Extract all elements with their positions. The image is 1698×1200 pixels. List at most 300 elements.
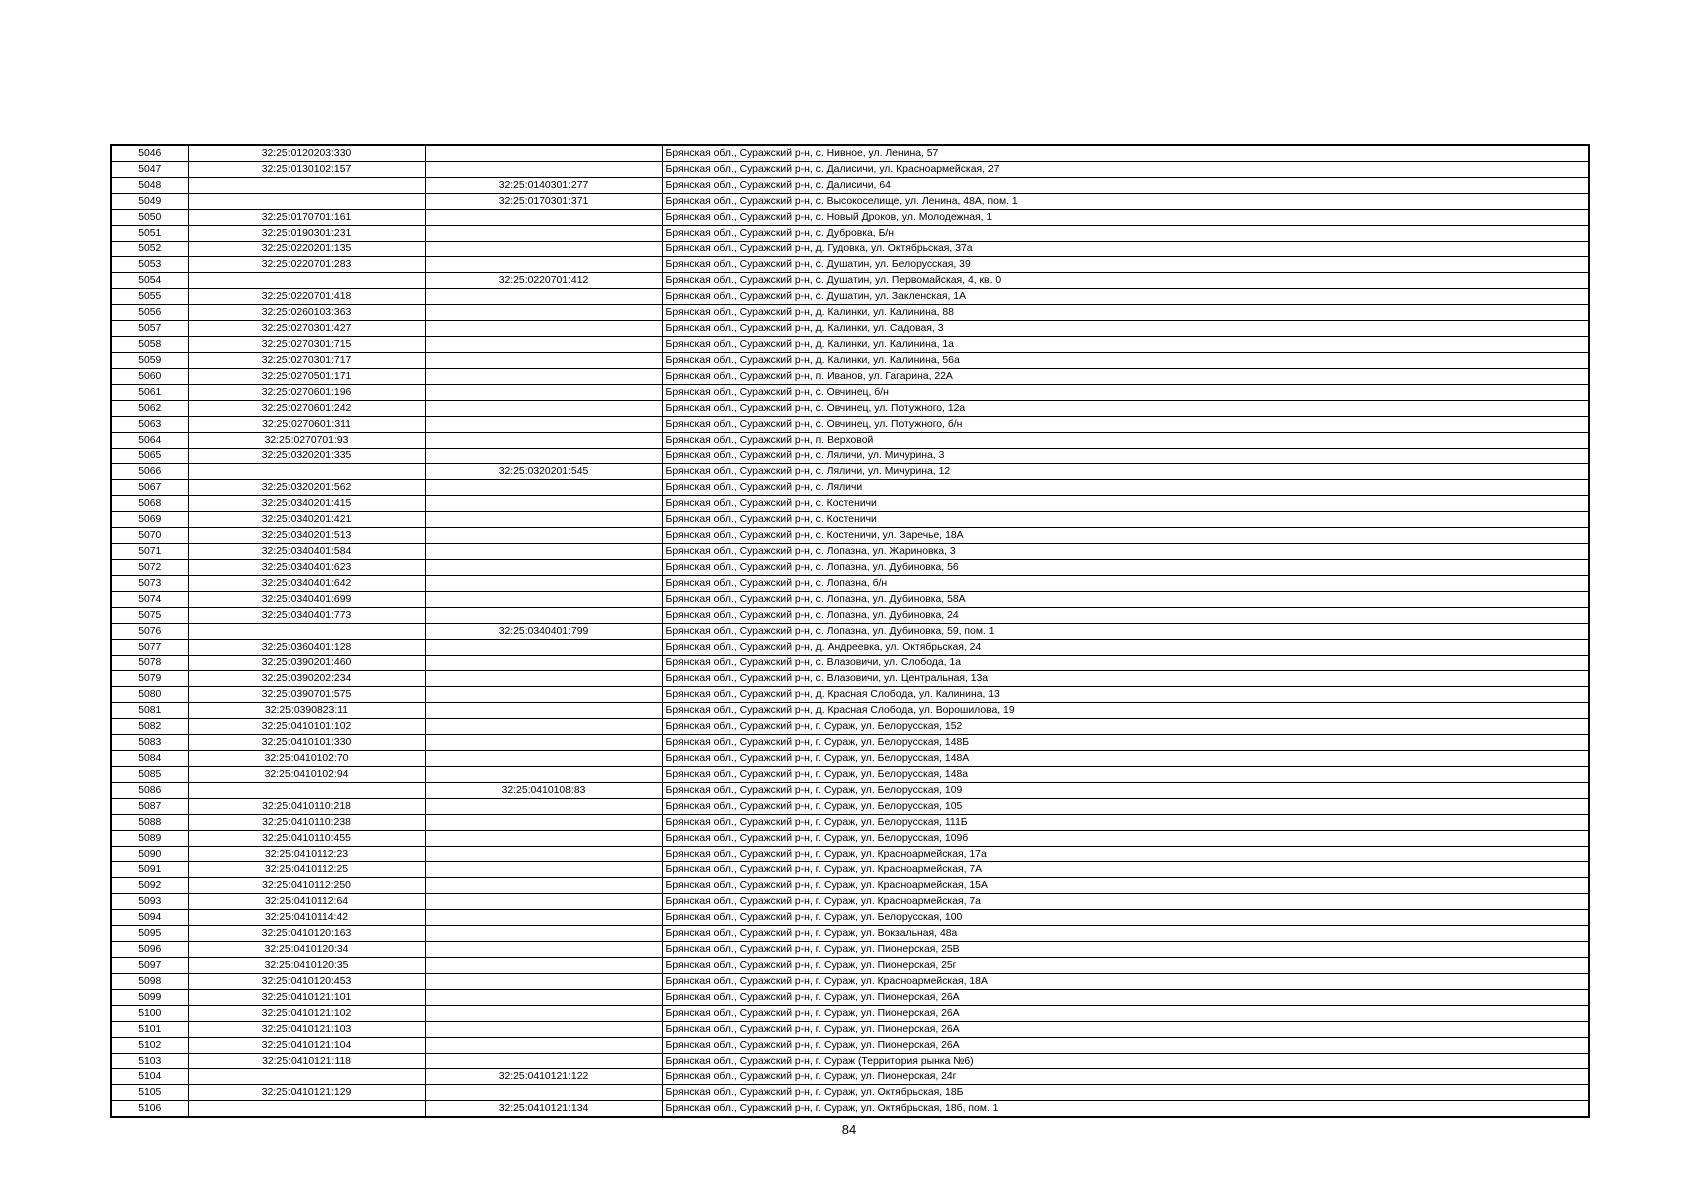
- building-cadastral-number-cell: [425, 225, 662, 241]
- row-number-cell: 5059: [111, 352, 188, 368]
- building-cadastral-number-cell: [425, 448, 662, 464]
- address-cell: Брянская обл., Суражский р-н, г. Сураж, ул. Красноармейская, 15А: [662, 878, 1589, 894]
- land-cadastral-number-cell: 32:25:0270501:171: [188, 368, 425, 384]
- row-number-cell: 5104: [111, 1069, 188, 1085]
- land-cadastral-number-cell: 32:25:0390823:11: [188, 703, 425, 719]
- building-cadastral-number-cell: [425, 735, 662, 751]
- building-cadastral-number-cell: [425, 544, 662, 560]
- table-row: [111, 687, 1589, 703]
- row-number-cell: 5085: [111, 766, 188, 782]
- table-row: [111, 559, 1589, 575]
- land-cadastral-number-cell: [188, 193, 425, 209]
- table-row: [111, 671, 1589, 687]
- table-row: [111, 973, 1589, 989]
- row-number-cell: 5100: [111, 1005, 188, 1021]
- address-cell: Брянская обл., Суражский р-н, д. Красная Слобода, ул. Калинина, 13: [662, 687, 1589, 703]
- table-row: [111, 1069, 1589, 1085]
- address-cell: Брянская обл., Суражский р-н, г. Сураж, ул. Белорусская, 148а: [662, 766, 1589, 782]
- land-cadastral-number-cell: [188, 623, 425, 639]
- building-cadastral-number-cell: [425, 209, 662, 225]
- address-cell: Брянская обл., Суражский р-н, д. Калинки, ул. Калинина, 88: [662, 305, 1589, 321]
- row-number-cell: 5048: [111, 177, 188, 193]
- table-row: [111, 623, 1589, 639]
- land-cadastral-number-cell: 32:25:0220701:418: [188, 289, 425, 305]
- address-cell: Брянская обл., Суражский р-н, д. Красная Слобода, ул. Ворошилова, 19: [662, 703, 1589, 719]
- table-row: [111, 305, 1589, 321]
- building-cadastral-number-cell: [425, 687, 662, 703]
- row-number-cell: 5066: [111, 464, 188, 480]
- building-cadastral-number-cell: [425, 1021, 662, 1037]
- table-row: [111, 384, 1589, 400]
- building-cadastral-number-cell: 32:25:0410121:122: [425, 1069, 662, 1085]
- row-number-cell: 5093: [111, 894, 188, 910]
- building-cadastral-number-cell: [425, 480, 662, 496]
- row-number-cell: 5095: [111, 926, 188, 942]
- building-cadastral-number-cell: [425, 575, 662, 591]
- building-cadastral-number-cell: [425, 241, 662, 257]
- land-cadastral-number-cell: 32:25:0270601:196: [188, 384, 425, 400]
- address-cell: Брянская обл., Суражский р-н, г. Сураж, ул. Пионерская, 24г: [662, 1069, 1589, 1085]
- building-cadastral-number-cell: [425, 894, 662, 910]
- table-row: [111, 464, 1589, 480]
- address-cell: Брянская обл., Суражский р-н, с. Ляличи, ул. Мичурина, 3: [662, 448, 1589, 464]
- building-cadastral-number-cell: [425, 751, 662, 767]
- address-cell: Брянская обл., Суражский р-н, г. Сураж, ул. Красноармейская, 7а: [662, 894, 1589, 910]
- table-row: [111, 814, 1589, 830]
- land-cadastral-number-cell: 32:25:0340201:415: [188, 496, 425, 512]
- address-cell: Брянская обл., Суражский р-н, с. Нивное, ул. Ленина, 57: [662, 145, 1589, 161]
- table-row: [111, 1037, 1589, 1053]
- building-cadastral-number-cell: [425, 1053, 662, 1069]
- address-cell: Брянская обл., Суражский р-н, с. Дубровка, Б/н: [662, 225, 1589, 241]
- row-number-cell: 5084: [111, 751, 188, 767]
- building-cadastral-number-cell: [425, 305, 662, 321]
- address-cell: Брянская обл., Суражский р-н, д. Калинки, ул. Калинина, 56а: [662, 352, 1589, 368]
- land-cadastral-number-cell: 32:25:0410112:64: [188, 894, 425, 910]
- table-row: [111, 958, 1589, 974]
- row-number-cell: 5091: [111, 862, 188, 878]
- table-row: [111, 798, 1589, 814]
- row-number-cell: 5088: [111, 814, 188, 830]
- building-cadastral-number-cell: [425, 559, 662, 575]
- building-cadastral-number-cell: [425, 337, 662, 353]
- register-table-body: [111, 145, 1589, 1117]
- row-number-cell: 5067: [111, 480, 188, 496]
- row-number-cell: 5086: [111, 782, 188, 798]
- building-cadastral-number-cell: [425, 607, 662, 623]
- address-cell: Брянская обл., Суражский р-н, с. Душатин, ул. Белорусская, 39: [662, 257, 1589, 273]
- building-cadastral-number-cell: [425, 591, 662, 607]
- land-cadastral-number-cell: 32:25:0410114:42: [188, 910, 425, 926]
- land-cadastral-number-cell: 32:25:0410101:330: [188, 735, 425, 751]
- table-row: [111, 145, 1589, 161]
- table-row: [111, 862, 1589, 878]
- table-row: [111, 703, 1589, 719]
- row-number-cell: 5076: [111, 623, 188, 639]
- building-cadastral-number-cell: [425, 528, 662, 544]
- row-number-cell: 5089: [111, 830, 188, 846]
- building-cadastral-number-cell: [425, 512, 662, 528]
- row-number-cell: 5092: [111, 878, 188, 894]
- building-cadastral-number-cell: 32:25:0320201:545: [425, 464, 662, 480]
- address-cell: Брянская обл., Суражский р-н, с. Лопазна, ул. Дубиновка, 56: [662, 559, 1589, 575]
- row-number-cell: 5052: [111, 241, 188, 257]
- table-row: [111, 161, 1589, 177]
- building-cadastral-number-cell: [425, 639, 662, 655]
- row-number-cell: 5054: [111, 273, 188, 289]
- building-cadastral-number-cell: [425, 432, 662, 448]
- table-row: [111, 496, 1589, 512]
- land-cadastral-number-cell: 32:25:0340201:513: [188, 528, 425, 544]
- row-number-cell: 5082: [111, 719, 188, 735]
- table-row: [111, 512, 1589, 528]
- address-cell: Брянская обл., Суражский р-н, с. Далисичи, 64: [662, 177, 1589, 193]
- address-cell: Брянская обл., Суражский р-н, г. Сураж, ул. Пионерская, 26А: [662, 1021, 1589, 1037]
- land-cadastral-number-cell: 32:25:0410101:102: [188, 719, 425, 735]
- row-number-cell: 5069: [111, 512, 188, 528]
- row-number-cell: 5060: [111, 368, 188, 384]
- land-cadastral-number-cell: 32:25:0120203:330: [188, 145, 425, 161]
- table-row: [111, 766, 1589, 782]
- building-cadastral-number-cell: [425, 814, 662, 830]
- building-cadastral-number-cell: [425, 830, 662, 846]
- address-cell: Брянская обл., Суражский р-н, с. Влазовичи, ул. Слобода, 1а: [662, 655, 1589, 671]
- address-cell: Брянская обл., Суражский р-н, с. Душатин, ул. Первомайская, 4, кв. 0: [662, 273, 1589, 289]
- address-cell: Брянская обл., Суражский р-н, с. Овчинец, б/н: [662, 384, 1589, 400]
- building-cadastral-number-cell: [425, 655, 662, 671]
- address-cell: Брянская обл., Суражский р-н, с. Душатин, ул. Закленская, 1А: [662, 289, 1589, 305]
- address-cell: Брянская обл., Суражский р-н, г. Сураж, ул. Белорусская, 148Б: [662, 735, 1589, 751]
- table-row: [111, 257, 1589, 273]
- building-cadastral-number-cell: 32:25:0140301:277: [425, 177, 662, 193]
- address-cell: Брянская обл., Суражский р-н, г. Сураж, ул. Белорусская, 109: [662, 782, 1589, 798]
- row-number-cell: 5094: [111, 910, 188, 926]
- address-cell: Брянская обл., Суражский р-н, п. Иванов, ул. Гагарина, 22А: [662, 368, 1589, 384]
- table-row: [111, 289, 1589, 305]
- row-number-cell: 5106: [111, 1101, 188, 1117]
- table-row: [111, 1005, 1589, 1021]
- table-row: [111, 575, 1589, 591]
- building-cadastral-number-cell: [425, 257, 662, 273]
- land-cadastral-number-cell: 32:25:0410121:129: [188, 1085, 425, 1101]
- row-number-cell: 5090: [111, 846, 188, 862]
- table-row: [111, 241, 1589, 257]
- address-cell: Брянская обл., Суражский р-н, с. Овчинец, ул. Потужного, б/н: [662, 416, 1589, 432]
- land-cadastral-number-cell: 32:25:0410120:453: [188, 973, 425, 989]
- row-number-cell: 5083: [111, 735, 188, 751]
- address-cell: Брянская обл., Суражский р-н, г. Сураж, ул. Белорусская, 148А: [662, 751, 1589, 767]
- building-cadastral-number-cell: [425, 703, 662, 719]
- land-cadastral-number-cell: 32:25:0410120:163: [188, 926, 425, 942]
- building-cadastral-number-cell: [425, 878, 662, 894]
- row-number-cell: 5051: [111, 225, 188, 241]
- row-number-cell: 5049: [111, 193, 188, 209]
- land-cadastral-number-cell: 32:25:0410110:218: [188, 798, 425, 814]
- land-cadastral-number-cell: 32:25:0340401:773: [188, 607, 425, 623]
- building-cadastral-number-cell: 32:25:0340401:799: [425, 623, 662, 639]
- address-cell: Брянская обл., Суражский р-н, г. Сураж, ул. Пионерская, 26А: [662, 1005, 1589, 1021]
- row-number-cell: 5080: [111, 687, 188, 703]
- row-number-cell: 5098: [111, 973, 188, 989]
- building-cadastral-number-cell: [425, 416, 662, 432]
- land-cadastral-number-cell: 32:25:0270301:427: [188, 321, 425, 337]
- building-cadastral-number-cell: [425, 1085, 662, 1101]
- land-cadastral-number-cell: 32:25:0270301:715: [188, 337, 425, 353]
- land-cadastral-number-cell: 32:25:0410110:455: [188, 830, 425, 846]
- table-row: [111, 225, 1589, 241]
- land-cadastral-number-cell: 32:25:0410112:25: [188, 862, 425, 878]
- row-number-cell: 5056: [111, 305, 188, 321]
- building-cadastral-number-cell: [425, 910, 662, 926]
- land-cadastral-number-cell: 32:25:0270601:311: [188, 416, 425, 432]
- address-cell: Брянская обл., Суражский р-н, г. Сураж, ул. Октябрьская, 18б, пом. 1: [662, 1101, 1589, 1117]
- row-number-cell: 5103: [111, 1053, 188, 1069]
- table-row: [111, 1053, 1589, 1069]
- table-row: [111, 719, 1589, 735]
- page-number: 84: [841, 1122, 857, 1137]
- building-cadastral-number-cell: [425, 368, 662, 384]
- land-cadastral-number-cell: [188, 273, 425, 289]
- land-cadastral-number-cell: 32:25:0390201:460: [188, 655, 425, 671]
- address-cell: Брянская обл., Суражский р-н, с. Костеничи, ул. Заречье, 18А: [662, 528, 1589, 544]
- building-cadastral-number-cell: [425, 384, 662, 400]
- land-cadastral-number-cell: [188, 177, 425, 193]
- address-cell: Брянская обл., Суражский р-н, д. Калинки, ул. Калинина, 1а: [662, 337, 1589, 353]
- land-cadastral-number-cell: 32:25:0390701:575: [188, 687, 425, 703]
- address-cell: Брянская обл., Суражский р-н, с. Влазовичи, ул. Центральная, 13а: [662, 671, 1589, 687]
- table-row: [111, 942, 1589, 958]
- table-row: [111, 528, 1589, 544]
- table-row: [111, 368, 1589, 384]
- address-cell: Брянская обл., Суражский р-н, г. Сураж, ул. Пионерская, 26А: [662, 1037, 1589, 1053]
- land-cadastral-number-cell: 32:25:0410120:34: [188, 942, 425, 958]
- building-cadastral-number-cell: [425, 989, 662, 1005]
- row-number-cell: 5064: [111, 432, 188, 448]
- row-number-cell: 5101: [111, 1021, 188, 1037]
- land-cadastral-number-cell: 32:25:0220201:135: [188, 241, 425, 257]
- building-cadastral-number-cell: [425, 289, 662, 305]
- table-row: [111, 544, 1589, 560]
- table-row: [111, 416, 1589, 432]
- address-cell: Брянская обл., Суражский р-н, д. Андреевка, ул. Октябрьская, 24: [662, 639, 1589, 655]
- land-cadastral-number-cell: 32:25:0410102:70: [188, 751, 425, 767]
- land-cadastral-number-cell: 32:25:0320201:335: [188, 448, 425, 464]
- table-row: [111, 894, 1589, 910]
- building-cadastral-number-cell: 32:25:0410121:134: [425, 1101, 662, 1117]
- address-cell: Брянская обл., Суражский р-н, г. Сураж, ул. Красноармейская, 7А: [662, 862, 1589, 878]
- land-cadastral-number-cell: 32:25:0410121:104: [188, 1037, 425, 1053]
- building-cadastral-number-cell: [425, 766, 662, 782]
- table-row: [111, 400, 1589, 416]
- row-number-cell: 5097: [111, 958, 188, 974]
- land-cadastral-number-cell: 32:25:0170701:161: [188, 209, 425, 225]
- row-number-cell: 5077: [111, 639, 188, 655]
- row-number-cell: 5096: [111, 942, 188, 958]
- building-cadastral-number-cell: [425, 671, 662, 687]
- table-row: [111, 193, 1589, 209]
- row-number-cell: 5079: [111, 671, 188, 687]
- address-cell: Брянская обл., Суражский р-н, г. Сураж, ул. Пионерская, 26А: [662, 989, 1589, 1005]
- land-cadastral-number-cell: 32:25:0190301:231: [188, 225, 425, 241]
- land-cadastral-number-cell: 32:25:0270601:242: [188, 400, 425, 416]
- address-cell: Брянская обл., Суражский р-н, г. Сураж, ул. Вокзальная, 48а: [662, 926, 1589, 942]
- land-cadastral-number-cell: 32:25:0220701:283: [188, 257, 425, 273]
- land-cadastral-number-cell: 32:25:0260103:363: [188, 305, 425, 321]
- building-cadastral-number-cell: [425, 926, 662, 942]
- building-cadastral-number-cell: [425, 161, 662, 177]
- row-number-cell: 5074: [111, 591, 188, 607]
- address-cell: Брянская обл., Суражский р-н, с. Новый Дроков, ул. Молодежная, 1: [662, 209, 1589, 225]
- table-row: [111, 321, 1589, 337]
- table-row: [111, 607, 1589, 623]
- building-cadastral-number-cell: [425, 1037, 662, 1053]
- table-row: [111, 830, 1589, 846]
- land-cadastral-number-cell: 32:25:0340401:584: [188, 544, 425, 560]
- address-cell: Брянская обл., Суражский р-н, с. Костеничи: [662, 512, 1589, 528]
- land-cadastral-number-cell: 32:25:0410112:250: [188, 878, 425, 894]
- table-row: [111, 751, 1589, 767]
- address-cell: Брянская обл., Суражский р-н, с. Лопазна, ул. Жариновка, 3: [662, 544, 1589, 560]
- table-row: [111, 1085, 1589, 1101]
- land-cadastral-number-cell: 32:25:0320201:562: [188, 480, 425, 496]
- address-cell: Брянская обл., Суражский р-н, д. Калинки, ул. Садовая, 3: [662, 321, 1589, 337]
- row-number-cell: 5087: [111, 798, 188, 814]
- row-number-cell: 5078: [111, 655, 188, 671]
- address-cell: Брянская обл., Суражский р-н, п. Верховой: [662, 432, 1589, 448]
- table-row: [111, 432, 1589, 448]
- land-cadastral-number-cell: 32:25:0130102:157: [188, 161, 425, 177]
- land-cadastral-number-cell: 32:25:0410112:23: [188, 846, 425, 862]
- table-row: [111, 846, 1589, 862]
- address-cell: Брянская обл., Суражский р-н, с. Костеничи: [662, 496, 1589, 512]
- land-cadastral-number-cell: 32:25:0390202:234: [188, 671, 425, 687]
- address-cell: Брянская обл., Суражский р-н, с. Ляличи, ул. Мичурина, 12: [662, 464, 1589, 480]
- building-cadastral-number-cell: [425, 973, 662, 989]
- land-cadastral-number-cell: 32:25:0410121:118: [188, 1053, 425, 1069]
- building-cadastral-number-cell: [425, 798, 662, 814]
- table-row: [111, 591, 1589, 607]
- building-cadastral-number-cell: [425, 321, 662, 337]
- row-number-cell: 5047: [111, 161, 188, 177]
- row-number-cell: 5055: [111, 289, 188, 305]
- address-cell: Брянская обл., Суражский р-н, с. Лопазна, ул. Дубиновка, 58А: [662, 591, 1589, 607]
- address-cell: Брянская обл., Суражский р-н, г. Сураж, ул. Белорусская, 109б: [662, 830, 1589, 846]
- building-cadastral-number-cell: [425, 862, 662, 878]
- row-number-cell: 5057: [111, 321, 188, 337]
- address-cell: Брянская обл., Суражский р-н, с. Овчинец, ул. Потужного, 12а: [662, 400, 1589, 416]
- land-cadastral-number-cell: 32:25:0340401:699: [188, 591, 425, 607]
- land-cadastral-number-cell: 32:25:0340401:642: [188, 575, 425, 591]
- row-number-cell: 5081: [111, 703, 188, 719]
- land-cadastral-number-cell: 32:25:0340201:421: [188, 512, 425, 528]
- building-cadastral-number-cell: [425, 1005, 662, 1021]
- address-cell: Брянская обл., Суражский р-н, г. Сураж, ул. Красноармейская, 17а: [662, 846, 1589, 862]
- land-cadastral-number-cell: 32:25:0360401:128: [188, 639, 425, 655]
- land-cadastral-number-cell: [188, 1101, 425, 1117]
- row-number-cell: 5058: [111, 337, 188, 353]
- table-row: [111, 177, 1589, 193]
- address-cell: Брянская обл., Суражский р-н, г. Сураж, ул. Красноармейская, 18А: [662, 973, 1589, 989]
- address-cell: Брянская обл., Суражский р-н, г. Сураж, ул. Белорусская, 111Б: [662, 814, 1589, 830]
- row-number-cell: 5061: [111, 384, 188, 400]
- address-cell: Брянская обл., Суражский р-н, г. Сураж, ул. Белорусская, 152: [662, 719, 1589, 735]
- building-cadastral-number-cell: 32:25:0220701:412: [425, 273, 662, 289]
- table-row: [111, 910, 1589, 926]
- row-number-cell: 5046: [111, 145, 188, 161]
- building-cadastral-number-cell: [425, 400, 662, 416]
- address-cell: Брянская обл., Суражский р-н, с. Далисичи, ул. Красноармейская, 27: [662, 161, 1589, 177]
- table-row: [111, 735, 1589, 751]
- row-number-cell: 5053: [111, 257, 188, 273]
- row-number-cell: 5105: [111, 1085, 188, 1101]
- building-cadastral-number-cell: [425, 496, 662, 512]
- address-cell: Брянская обл., Суражский р-н, с. Лопазна, ул. Дубиновка, 24: [662, 607, 1589, 623]
- row-number-cell: 5071: [111, 544, 188, 560]
- building-cadastral-number-cell: [425, 145, 662, 161]
- table-row: [111, 1021, 1589, 1037]
- table-row: [111, 209, 1589, 225]
- address-cell: Брянская обл., Суражский р-н, г. Сураж, ул. Октябрьская, 18Б: [662, 1085, 1589, 1101]
- building-cadastral-number-cell: [425, 719, 662, 735]
- table-row: [111, 989, 1589, 1005]
- land-cadastral-number-cell: 32:25:0410110:238: [188, 814, 425, 830]
- building-cadastral-number-cell: [425, 942, 662, 958]
- row-number-cell: 5072: [111, 559, 188, 575]
- table-row: [111, 448, 1589, 464]
- address-cell: Брянская обл., Суражский р-н, г. Сураж, ул. Пионерская, 25г: [662, 958, 1589, 974]
- row-number-cell: 5063: [111, 416, 188, 432]
- building-cadastral-number-cell: 32:25:0410108:83: [425, 782, 662, 798]
- table-row: [111, 337, 1589, 353]
- row-number-cell: 5073: [111, 575, 188, 591]
- row-number-cell: 5065: [111, 448, 188, 464]
- land-cadastral-number-cell: 32:25:0340401:623: [188, 559, 425, 575]
- address-cell: Брянская обл., Суражский р-н, д. Гудовка, ул. Октябрьская, 37а: [662, 241, 1589, 257]
- building-cadastral-number-cell: 32:25:0170301:371: [425, 193, 662, 209]
- address-cell: Брянская обл., Суражский р-н, с. Ляличи: [662, 480, 1589, 496]
- address-cell: Брянская обл., Суражский р-н, г. Сураж, ул. Пионерская, 25В: [662, 942, 1589, 958]
- land-cadastral-number-cell: 32:25:0270301:717: [188, 352, 425, 368]
- table-row: [111, 655, 1589, 671]
- address-cell: Брянская обл., Суражский р-н, г. Сураж, ул. Белорусская, 105: [662, 798, 1589, 814]
- land-cadastral-number-cell: [188, 782, 425, 798]
- row-number-cell: 5102: [111, 1037, 188, 1053]
- land-cadastral-number-cell: 32:25:0410102:94: [188, 766, 425, 782]
- row-number-cell: 5068: [111, 496, 188, 512]
- address-cell: Брянская обл., Суражский р-н, с. Высокоселище, ул. Ленина, 48А, пом. 1: [662, 193, 1589, 209]
- land-cadastral-number-cell: 32:25:0270701:93: [188, 432, 425, 448]
- row-number-cell: 5099: [111, 989, 188, 1005]
- row-number-cell: 5062: [111, 400, 188, 416]
- table-row: [111, 273, 1589, 289]
- row-number-cell: 5070: [111, 528, 188, 544]
- land-cadastral-number-cell: 32:25:0410120:35: [188, 958, 425, 974]
- address-cell: Брянская обл., Суражский р-н, с. Лопазна, б/н: [662, 575, 1589, 591]
- row-number-cell: 5050: [111, 209, 188, 225]
- row-number-cell: 5075: [111, 607, 188, 623]
- building-cadastral-number-cell: [425, 846, 662, 862]
- table-row: [111, 352, 1589, 368]
- address-cell: Брянская обл., Суражский р-н, с. Лопазна, ул. Дубиновка, 59, пом. 1: [662, 623, 1589, 639]
- address-cell: Брянская обл., Суражский р-н, г. Сураж, ул. Белорусская, 100: [662, 910, 1589, 926]
- register-table: [110, 144, 1590, 1118]
- table-row: [111, 926, 1589, 942]
- table-row: [111, 1101, 1589, 1117]
- land-cadastral-number-cell: 32:25:0410121:101: [188, 989, 425, 1005]
- land-cadastral-number-cell: [188, 464, 425, 480]
- building-cadastral-number-cell: [425, 958, 662, 974]
- land-cadastral-number-cell: [188, 1069, 425, 1085]
